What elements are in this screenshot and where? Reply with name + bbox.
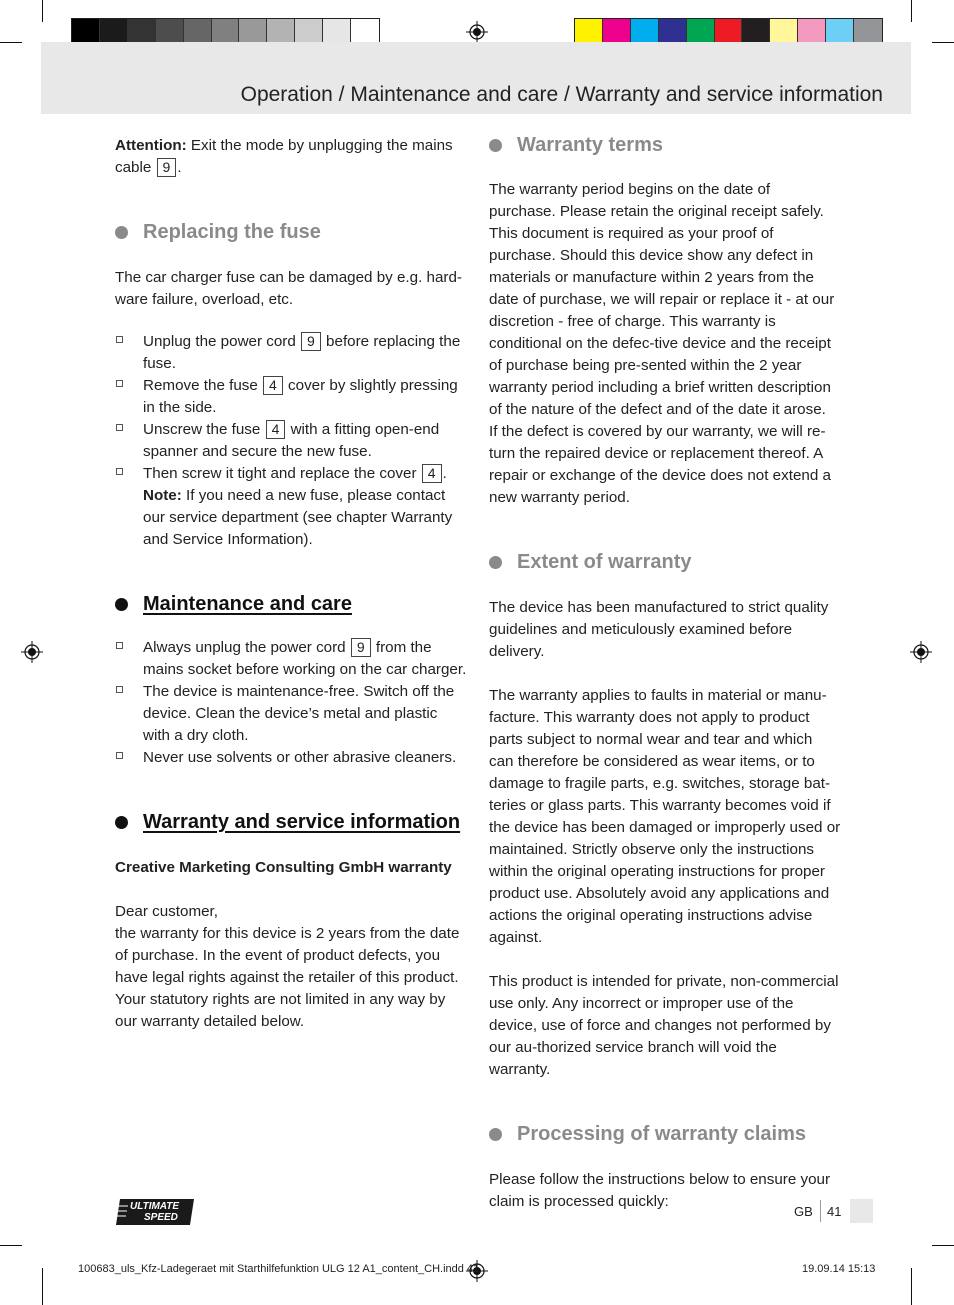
fuse-steps-list <box>115 331 467 551</box>
left-column <box>115 135 467 1033</box>
page-title: Operation / Maintenance and care / Warranty and service information <box>240 83 883 106</box>
terms-paragraph: If the defect is covered by our warranty, we will re-turn the repaired device or replacement thereof. A repair or exchange of the device does not extend a new warranty period. <box>489 423 831 506</box>
list-item: Always unplug the power cord 9 from the mains socket before working on the car charger. <box>115 637 467 681</box>
bullet-dot-icon <box>115 598 128 611</box>
list-item: Remove the fuse 4 cover by slightly pressing in the side. <box>115 375 467 419</box>
part-reference: 4 <box>266 420 286 439</box>
terms-paragraph: The warranty period begins on the date of purchase. Please retain the original receipt safely. <box>489 181 824 220</box>
greeting: Dear customer, <box>115 903 218 920</box>
crop-mark <box>932 1245 954 1246</box>
cmc-text: the warranty for this device is 2 years from the date of purchase. In the event of product defects, you have legal rights against the retailer of this product. Your statutory rights are not limited in any way by our warranty detailed below. <box>115 925 460 1030</box>
part-reference: 9 <box>157 158 177 177</box>
bullet-dot-icon <box>489 139 502 152</box>
registration-mark-icon <box>910 641 932 663</box>
section-heading-replacing-fuse: Replacing the fuse <box>115 221 467 243</box>
fuse-intro: The car charger fuse can be damaged by e.g. hard-ware failure, overload, etc. <box>115 269 462 308</box>
part-reference: 9 <box>301 332 321 351</box>
list-item: Never use solvents or other abrasive cleaners. <box>115 747 467 769</box>
crop-mark <box>932 42 954 43</box>
part-reference: 4 <box>422 464 442 483</box>
brand-logo-line1: ULTIMATE <box>130 1201 180 1212</box>
crop-mark <box>42 0 43 22</box>
checkbox-square-icon <box>116 424 123 431</box>
registration-mark-icon <box>21 641 43 663</box>
language-code: GB <box>794 1204 813 1219</box>
crop-mark <box>911 0 912 22</box>
section-heading-warranty-terms: Warranty terms <box>489 134 841 156</box>
list-item: Unplug the power cord 9 before replacing the fuse. <box>115 331 467 375</box>
checkbox-square-icon <box>116 336 123 343</box>
section-heading-extent: Extent of warranty <box>489 551 841 573</box>
bullet-dot-icon <box>489 1128 502 1141</box>
brand-logo-line2: SPEED <box>144 1212 178 1223</box>
section-heading-warranty-service: Warranty and service information <box>115 811 467 833</box>
section-heading-maintenance: Maintenance and care <box>115 593 467 615</box>
footer-divider <box>820 1200 821 1222</box>
crop-mark <box>0 1245 22 1246</box>
list-item: Then screw it tight and replace the cover 4 . Note: If you need a new fuse, please contact our service department (see chapter Warranty and Service Information). <box>115 463 467 551</box>
maintenance-list <box>115 637 467 769</box>
crop-mark <box>911 1268 912 1305</box>
checkbox-square-icon <box>116 752 123 759</box>
part-reference: 4 <box>263 376 283 395</box>
checkbox-square-icon <box>116 468 123 475</box>
crop-mark <box>42 1268 43 1305</box>
bullet-dot-icon <box>115 226 128 239</box>
terms-paragraph: This document is required as your proof of purchase. Should this device show any defect in materials or manufacture within 2 years from the date of purchase, we will repair or replace it - at our discretion - free of charge. This warranty is conditional on the defec-tive device and the receipt of purchase being pre-sented within the 2 year warranty period including a brief written description of the nature of the defect and of the date it arose. <box>489 225 835 418</box>
part-reference: 9 <box>351 638 371 657</box>
checkbox-square-icon <box>116 686 123 693</box>
note-label: Note: <box>143 487 182 504</box>
brand-logo <box>114 1197 200 1227</box>
attention-label: Attention: <box>115 137 187 154</box>
extent-paragraph: This product is intended for private, non-commercial use only. Any incorrect or improper use of the device, use of force and changes not performed by our au-thorized service branch will void the warranty. <box>489 973 839 1078</box>
section-heading-claims: Processing of warranty claims <box>489 1123 841 1145</box>
registration-mark-icon <box>466 21 488 43</box>
checkbox-square-icon <box>116 380 123 387</box>
bullet-dot-icon <box>489 556 502 569</box>
page-number: 41 <box>827 1204 842 1219</box>
list-item: The device is maintenance-free. Switch off the device. Clean the device’s metal and plastic with a dry cloth. <box>115 681 467 747</box>
cmc-heading: Creative Marketing Consulting GmbH warranty <box>115 859 452 876</box>
print-slug-timestamp: 19.09.14 15:13 <box>802 1263 876 1275</box>
bullet-dot-icon <box>115 816 128 829</box>
claims-paragraph: Please follow the instructions below to ensure your claim is processed quickly: <box>489 1171 831 1210</box>
attention-paragraph: Attention: Exit the mode by unplugging the mains cable 9 . <box>115 137 453 176</box>
page-number-box <box>850 1199 873 1223</box>
crop-mark <box>0 42 22 43</box>
extent-paragraph: The device has been manufactured to strict quality guidelines and meticulously examined before delivery. <box>489 599 829 660</box>
list-item: Unscrew the fuse 4 with a fitting open-end spanner and secure the new fuse. <box>115 419 467 463</box>
extent-paragraph: The warranty applies to faults in material or manu-facture. This warranty does not apply to product parts subject to normal wear and tear and which can therefore be considered as wear items, or to damage to fragile parts, e.g. switches, storage bat-teries or glass parts. This warranty becomes void if the device has been damaged or improperly used or maintained. Strictly observe only the instructions within the original operating instructions for proper product use. Absolutely avoid any applications and actions the original operating instructions advise against. <box>489 687 841 946</box>
checkbox-square-icon <box>116 642 123 649</box>
right-column <box>489 134 841 1213</box>
print-slug-filename: 100683_uls_Kfz-Ladegeraet mit Starthilfefunktion ULG 12 A1_content_CH.indd 41 <box>78 1263 480 1275</box>
